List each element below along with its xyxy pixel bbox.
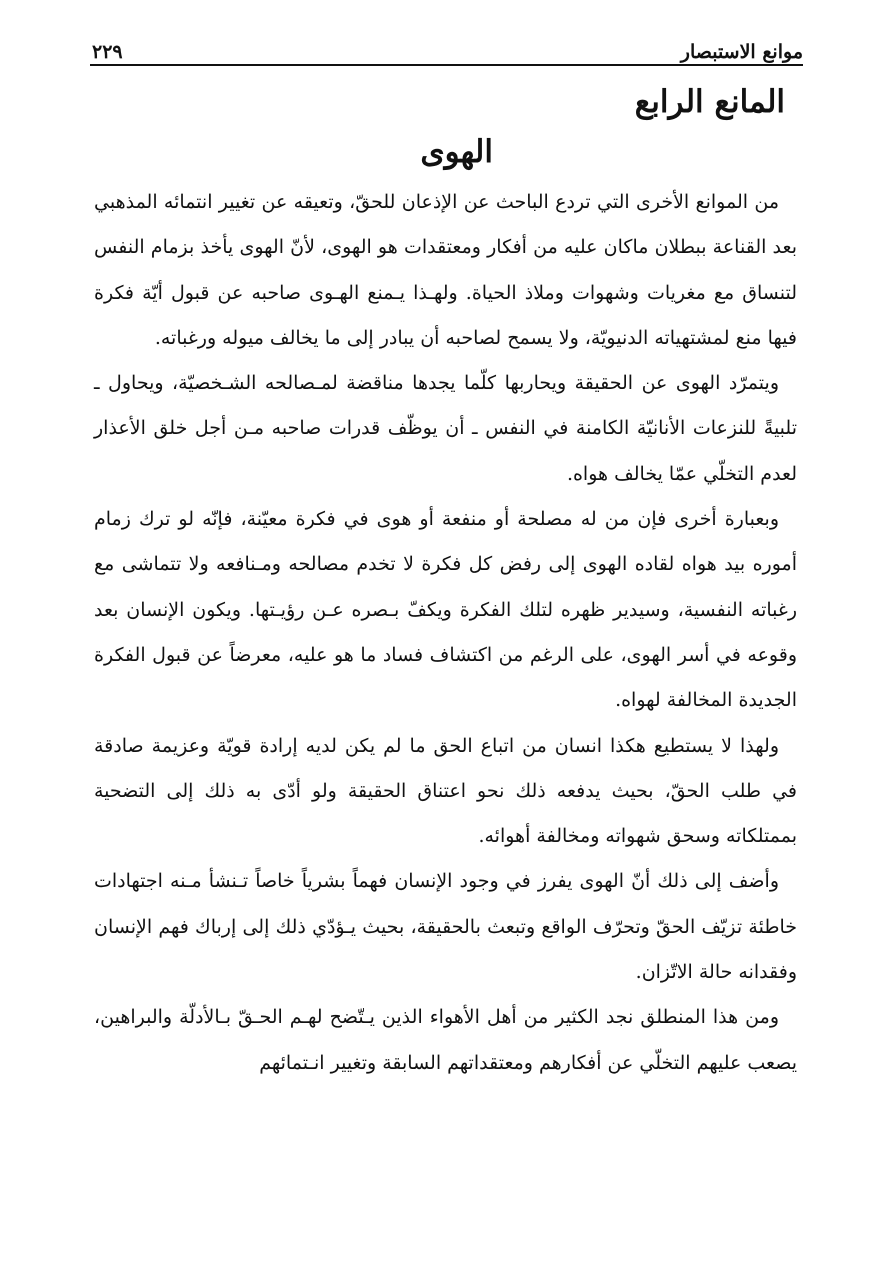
paragraph-3: وبعبارة أخرى فإن من له مصلحة أو منفعة أو هوى في فكرة معيّنة، فإنّه لو ترك زمام أموره بيد هواه لقاده الهوى إلى رفض كل فكرة لا تخدم مصالحه ومـنافعه ولا تتماشى مع رغباته النفسية، وسيدير ظهره لتلك الفكرة ويكفّ بـصره عـن رؤيـتها. ويكون الإنسان بعد وقوعه في أسر الهوى، على الرغم من اكتشاف فساد ما هو عليه، معرضاً عن قبول الفكرة الجديدة المخالفة لهواه. — [94, 508, 797, 712]
chapter-subheading: الهوى — [420, 134, 493, 170]
paragraph-1: من الموانع الأخرى التي تردع الباحث عن الإذعان للحقّ، وتعيقه عن تغيير انتمائه المذهبي بعد القناعة ببطلان ماكان عليه من أفكار ومعتقدات هو الهوى، لأنّ الهوى يأخذ بزمام النفس لتنساق مع مغريات وشهوات وملاذ الحياة. ولهـذا يـمنع الهـوى صاحبه عن قبول أيّة فكرة فيها منع لمشتهياته الدنيويّة، ولا يسمح لصاحبه أن يبادر إلى ما يخالف ميوله ورغباته. — [94, 191, 797, 349]
body-text — [94, 180, 797, 1086]
header-divider — [90, 64, 803, 66]
paragraph-5: وأضف إلى ذلك أنّ الهوى يفرز في وجود الإنسان فهماً بشرياً خاصاً تـنشأ مـنه اجتهادات خاطئة تزيّف الحقّ وتحرّف الواقع وتبعث بالحقيقة، بحيث يـؤدّي ذلك إلى إرباك فهم الإنسان وفقدانه حالة الاتّزان. — [94, 870, 797, 984]
paragraph-6: ومن هذا المنطلق نجد الكثير من أهل الأهواء الذين يـتّضح لهـم الحـقّ بـالأدلّة والبراهين، يصعب عليهم التخلّي عن أفكارهم ومعتقداتهم السابقة وتغيير انـتمائهم — [94, 1006, 797, 1074]
running-title: موانع الاستبصار — [680, 41, 803, 63]
paragraph-4: ولهذا لا يستطيع هكذا انسان من اتباع الحق ما لم يكن لديه إرادة قويّة وعزيمة صادقة في طلب الحقّ، بحيث يدفعه ذلك نحو اعتناق الحقيقة ولو أدّى به ذلك إلى التضحية بممتلكاته وسحق شهواته ومخالفة أهوائه. — [94, 734, 797, 848]
chapter-heading: المانع الرابع — [634, 84, 785, 120]
running-header — [92, 30, 803, 62]
page-number: ٢٢٩ — [92, 41, 123, 63]
paragraph-2: ويتمرّد الهوى عن الحقيقة ويحاربها كلّما يجدها مناقضة لمـصالحه الشـخصيّة، ويحاول ـ تلبيةً للنزعات الأنانيّة الكامنة في النفس ـ أن يوظّف قدرات صاحبه مـن أجل خلق الأعذار لعدم التخلّي عمّا يخالف هواه. — [94, 372, 797, 485]
